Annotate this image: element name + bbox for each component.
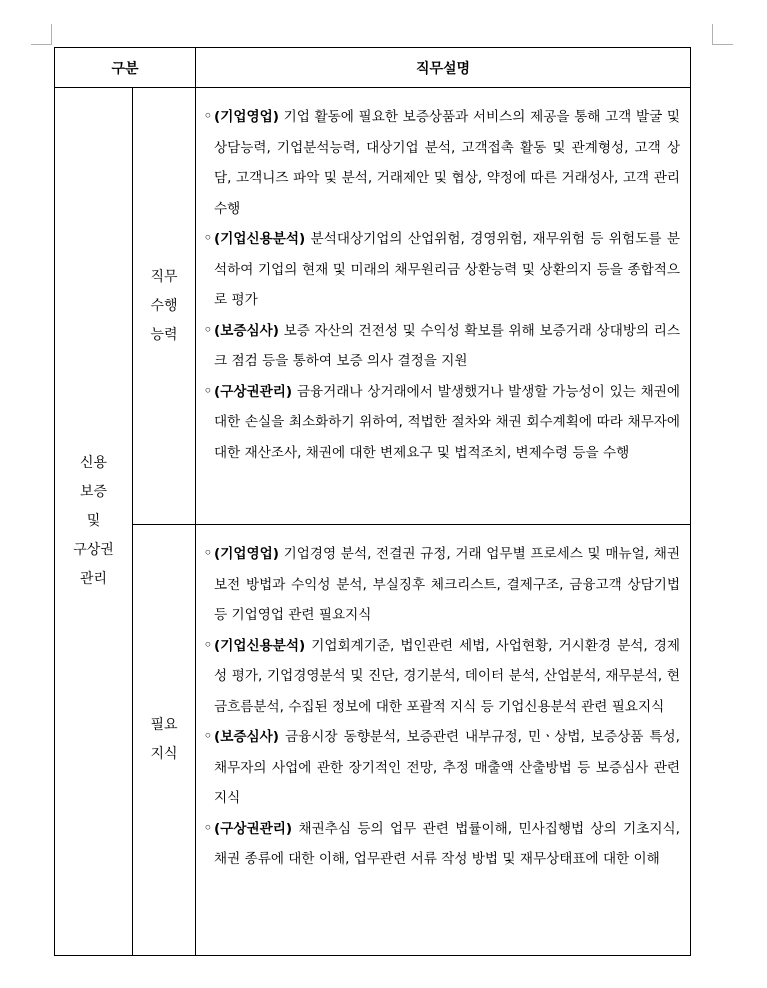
subcategory-line: 직무 [150, 268, 178, 285]
subcategory-line: 능력 [150, 326, 178, 343]
list-item [196, 539, 680, 631]
item-term: (기업신용분석) [214, 637, 306, 654]
header-category: 구분 [55, 48, 196, 88]
item-term: (기업영업) [214, 546, 279, 562]
crop-mark-top-right [712, 24, 733, 45]
description-cell [196, 88, 691, 525]
table-header-row [55, 48, 691, 88]
subcategory-line: 수행 [150, 297, 178, 314]
item-text: 금융시장 동향분석, 보증관련 내부규정, 민ㆍ상법, 보증상품 특성, 채무자의 사업에 관한 장기적인 전망, 추정 매출액 산출방법 등 보증심사 관련 지식 [214, 729, 680, 806]
category-cell [55, 88, 133, 956]
bullet-icon: ◦ [203, 109, 212, 124]
crop-mark-top-left [31, 24, 52, 45]
bullet-icon: ◦ [203, 820, 212, 836]
list-item [196, 722, 680, 814]
job-description-table [54, 47, 691, 956]
bullet-icon: ◦ [203, 383, 212, 399]
list-item [196, 814, 680, 875]
category-line: 및 [86, 513, 101, 529]
item-text: 기업경영 분석, 전결권 규정, 거래 업무별 프로세스 및 매뉴얼, 채권보전 방법과 수익성 분석, 부실징후 체크리스트, 결제구조, 금융고객 상담기법 등 기업영업 관련 필요지식 [214, 546, 680, 623]
list-item [196, 631, 680, 723]
item-term: (보증심사) [214, 322, 279, 339]
subcategory-cell [133, 88, 196, 525]
bullet-icon: ◦ [203, 729, 212, 744]
header-description: 직무설명 [196, 48, 691, 88]
item-text: 분석대상기업의 산업위험, 경영위험, 재무위험 등 위험도를 분석하여 기업의 현재 및 미래의 채무원리금 상환능력 및 상환의지 등을 종합적으로 평가 [214, 231, 680, 308]
table-row [55, 525, 691, 956]
item-text: 보증 자산의 건전성 및 수익성 확보를 위해 보증거래 상대방의 리스크 점검 등을 통하여 보증 의사 결정을 지원 [214, 322, 680, 369]
item-term: (기업신용분석) [214, 231, 306, 247]
bullet-icon: ◦ [203, 322, 212, 338]
list-item [196, 377, 680, 469]
description-cell [196, 525, 691, 956]
item-text: 기업회계기준, 법인관련 세법, 사업현황, 거시환경 분석, 경제성 평가, 기업경영분석 및 진단, 경기분석, 데이터 분석, 산업분석, 재무분석, 현금흐름분석, 수집된 정보에 대한 포괄적 지식 등 기업신용분석 관련 필요지식 [214, 637, 680, 715]
category-line: 구상권 [73, 542, 114, 558]
subcategory-cell [133, 525, 196, 956]
bullet-icon: ◦ [203, 546, 212, 561]
subcategory-line: 필요 [150, 717, 178, 733]
bullet-icon: ◦ [203, 231, 212, 246]
bullet-icon: ◦ [203, 637, 212, 653]
item-text: 채권추심 등의 업무 관련 법률이해, 민사집행법 상의 기초지식, 채권 종류에 대한 이해, 업무관련 서류 작성 방법 및 재무상태표에 대한 이해 [214, 820, 680, 867]
subcategory-line: 지식 [150, 746, 178, 762]
item-term: (구상권관리) [214, 383, 293, 400]
category-line: 관리 [79, 571, 108, 587]
list-item [196, 316, 680, 377]
category-line: 보증 [79, 484, 108, 500]
item-text: 기업 활동에 필요한 보증상품과 서비스의 제공을 통해 고객 발굴 및 상담능력, 기업분석능력, 대상기업 분석, 고객접촉 활동 및 관계형성, 고객 상담, 고객니즈 파악 및 분석, 거래제안 및 협상, 약정에 따른 거래성사, 고객 관리 수행 [214, 109, 680, 217]
item-term: (구상권관리) [214, 820, 293, 837]
table-row [55, 88, 691, 525]
list-item [196, 224, 680, 316]
item-text: 금융거래나 상거래에서 발생했거나 발생할 가능성이 있는 채권에 대한 손실을 최소화하기 위하여, 적법한 절차와 채권 회수계획에 따라 채무자에 대한 재산조사, 채권에 대한 변제요구 및 법적조치, 변제수령 등을 수행 [214, 383, 680, 461]
item-term: (보증심사) [214, 729, 279, 745]
item-term: (기업영업) [214, 109, 279, 125]
category-line: 신용 [79, 455, 108, 471]
list-item [196, 102, 680, 224]
